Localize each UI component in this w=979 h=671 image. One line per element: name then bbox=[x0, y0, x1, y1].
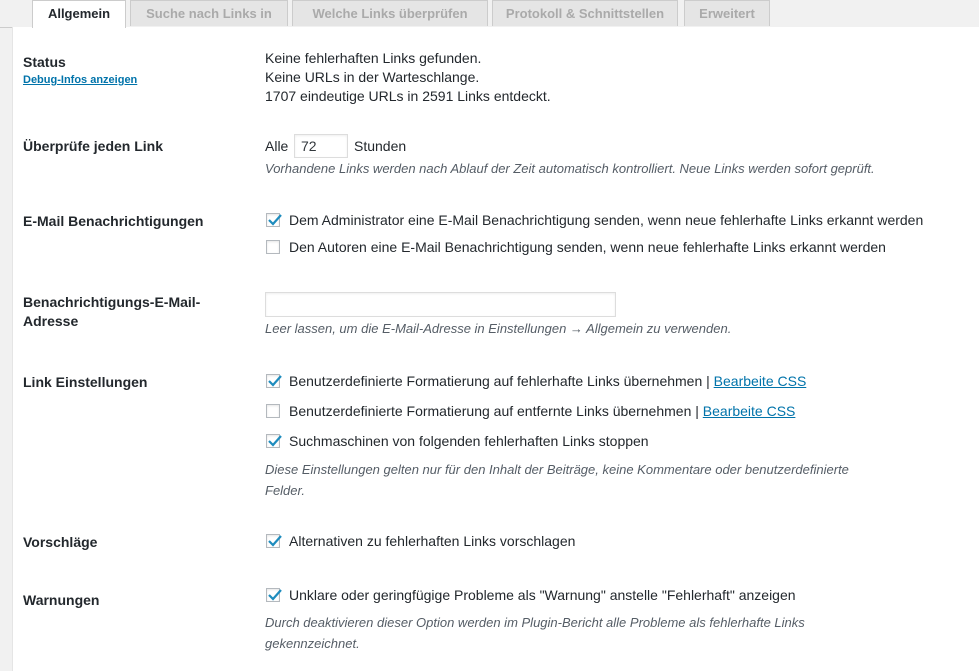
admin-email-option-label: Dem Administrator eine E-Mail Benachrichtigung senden, wenn neue fehlerhafte Links erkannt werden bbox=[289, 212, 924, 228]
link-settings-description bbox=[265, 459, 849, 501]
link-settings-description-line: Diese Einstellungen gelten nur für den Inhalt der Beiträge, keine Kommentare oder benutzerdefinierte bbox=[265, 462, 849, 477]
warnings-option-label: Unklare oder geringfügige Probleme als "Warnung" anstelle "Fehlerhaft" anzeigen bbox=[289, 587, 796, 603]
checkmark-icon bbox=[266, 211, 284, 229]
separator: | bbox=[706, 373, 710, 389]
edit-css-link[interactable]: Bearbeite CSS bbox=[713, 373, 807, 389]
broken-link-css-checkbox[interactable] bbox=[266, 374, 280, 388]
check-interval-label: Überprüfe jeden Link bbox=[23, 138, 164, 154]
warnings-description-line: Durch deaktivieren dieser Option werden im Plugin-Bericht alle Probleme als fehlerhafte Links bbox=[265, 615, 805, 630]
warnings-description bbox=[265, 612, 805, 654]
nofollow-option-label: Suchmaschinen von folgenden fehlerhaften Links stoppen bbox=[289, 433, 649, 449]
warnings-label: Warnungen bbox=[23, 592, 100, 608]
status-line: 1707 eindeutige URLs in 2591 Links entdeckt. bbox=[265, 88, 551, 104]
debug-info-link[interactable]: Debug-Infos anzeigen bbox=[23, 74, 138, 86]
warnings-checkbox[interactable] bbox=[266, 588, 280, 602]
removed-link-css-option-label: Benutzerdefinierte Formatierung auf entfernte Links übernehmen bbox=[289, 403, 692, 419]
status-lines bbox=[265, 49, 551, 106]
check-interval-prefix: Alle bbox=[265, 138, 289, 154]
settings-panel bbox=[12, 27, 979, 671]
status-line: Keine URLs in der Warteschlange. bbox=[265, 69, 480, 85]
tab-erweitert[interactable]: Erweitert bbox=[684, 0, 770, 26]
check-interval-input[interactable]: 72 bbox=[294, 134, 348, 158]
edit-css-link[interactable]: Bearbeite CSS bbox=[702, 403, 796, 419]
checkmark-icon bbox=[266, 532, 284, 550]
checkmark-icon bbox=[266, 432, 284, 450]
tab-suche-nach-links[interactable]: Suche nach Links in bbox=[130, 0, 288, 26]
status-line: Keine fehlerhaften Links gefunden. bbox=[265, 50, 482, 66]
warnings-description-line: gekennzeichnet. bbox=[265, 636, 360, 651]
admin-email-checkbox[interactable] bbox=[266, 213, 280, 227]
notification-email-input[interactable] bbox=[265, 292, 616, 317]
broken-link-css-option bbox=[289, 373, 806, 389]
nofollow-checkbox[interactable] bbox=[266, 434, 280, 448]
notification-email-label-line: Adresse bbox=[23, 313, 79, 329]
settings-tabs bbox=[0, 0, 979, 28]
status-label: Status bbox=[23, 54, 66, 70]
suggestions-option-label: Alternativen zu fehlerhaften Links vorschlagen bbox=[289, 533, 576, 549]
link-settings-label: Link Einstellungen bbox=[23, 374, 148, 390]
check-interval-description: Vorhandene Links werden nach Ablauf der Zeit automatisch kontrolliert. Neue Links werden sofort geprüft. bbox=[265, 161, 875, 176]
checkmark-icon bbox=[266, 586, 284, 604]
check-interval-suffix: Stunden bbox=[354, 138, 407, 154]
author-email-option-label: Den Autoren eine E-Mail Benachrichtigung senden, wenn neue fehlerhafte Links erkannt werden bbox=[289, 239, 886, 255]
author-email-checkbox[interactable] bbox=[266, 240, 280, 254]
tab-allgemein[interactable]: Allgemein bbox=[32, 0, 126, 28]
link-settings-description-line: Felder. bbox=[265, 483, 305, 498]
removed-link-css-checkbox[interactable] bbox=[266, 404, 280, 418]
tab-welche-links[interactable]: Welche Links überprüfen bbox=[292, 0, 488, 26]
separator: | bbox=[695, 403, 699, 419]
broken-link-css-option-label: Benutzerdefinierte Formatierung auf fehlerhafte Links übernehmen bbox=[289, 373, 703, 389]
suggestions-checkbox[interactable] bbox=[266, 534, 280, 548]
email-notifications-label: E-Mail Benachrichtigungen bbox=[23, 213, 204, 229]
notification-email-label-line: Benachrichtigungs-E-Mail- bbox=[23, 294, 201, 310]
suggestions-label: Vorschläge bbox=[23, 534, 98, 550]
tab-protokoll[interactable]: Protokoll & Schnittstellen bbox=[492, 0, 678, 26]
checkmark-icon bbox=[266, 372, 284, 390]
notification-email-label bbox=[23, 293, 200, 331]
notification-email-description: Leer lassen, um die E-Mail-Adresse in Einstellungen → Allgemein zu verwenden. bbox=[265, 321, 732, 336]
removed-link-css-option bbox=[289, 403, 795, 419]
